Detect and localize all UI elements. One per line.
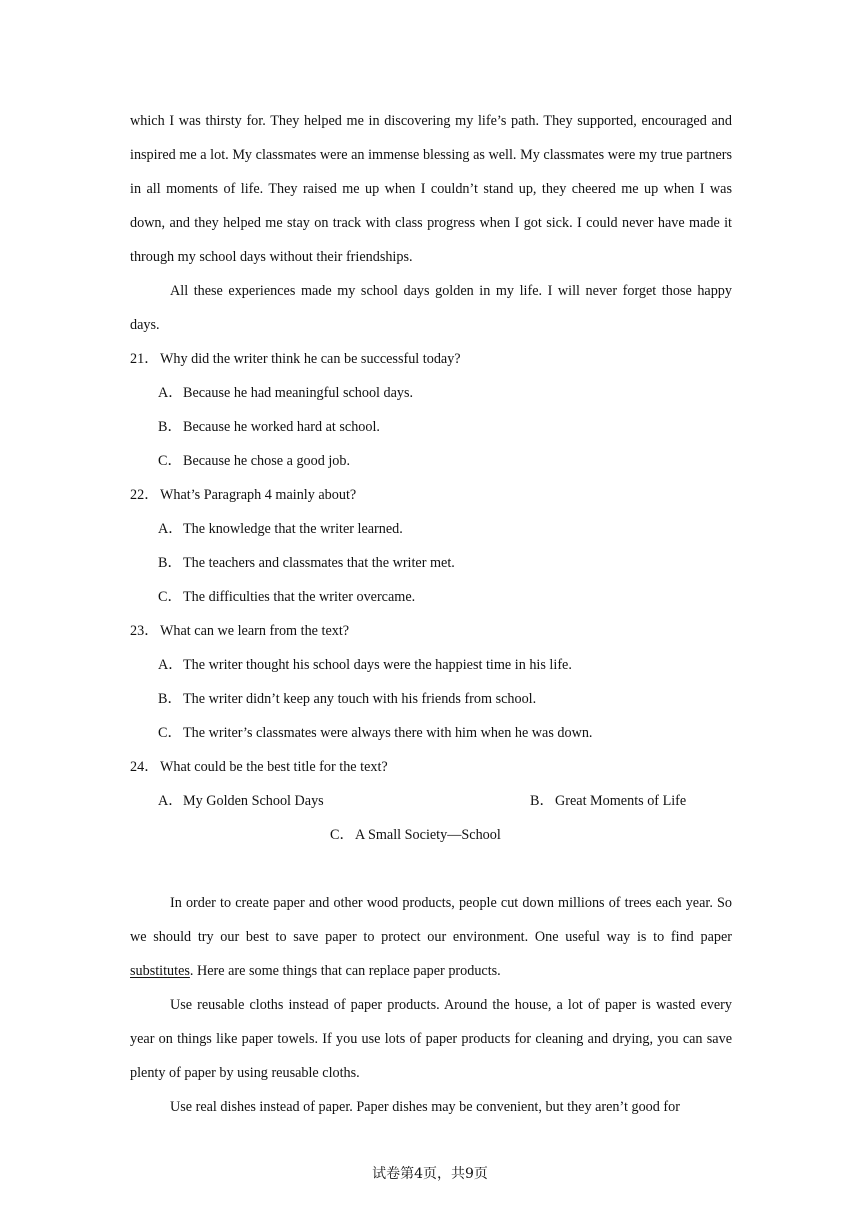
option-23-c[interactable] (130, 716, 732, 750)
option-21-c[interactable] (130, 444, 732, 478)
option-text: Because he chose a good job. (183, 453, 351, 469)
question-number: 22． (130, 487, 159, 503)
option-text: The difficulties that the writer overcame. (183, 589, 416, 605)
option-letter: A． (158, 657, 183, 673)
passage-conclusion: All these experiences made my school days golden in my life. I will never forget those happy days. (130, 283, 732, 333)
question-21 (130, 342, 732, 376)
passage2-paragraph-3: Use real dishes instead of paper. Paper dishes may be convenient, but they aren’t good for (170, 1099, 680, 1115)
passage2-paragraph-1 (130, 886, 732, 988)
option-24-a[interactable] (158, 784, 324, 818)
passage-paragraph: which I was thirsty for. They helped me in discovering my life’s path. They supported, encouraged and inspired me a lot. My classmates were an immense blessing as well. My classmates were my true partners in all moments of life. They raised me up when I couldn’t stand up, they cheered me up when I was down, and they helped me stay on track with class progress when I got sick. I could never have made it through my school days without their friendships. (130, 113, 732, 265)
option-letter: A． (158, 793, 183, 809)
option-22-b[interactable] (130, 546, 732, 580)
question-text: What could be the best title for the text? (160, 759, 388, 775)
page-footer: 试卷第4页，共9页 (372, 1166, 488, 1182)
question-number: 24． (130, 759, 159, 775)
options-row-24-c (130, 818, 732, 852)
option-text: My Golden School Days (183, 793, 324, 809)
question-text: What’s Paragraph 4 mainly about? (160, 487, 357, 503)
question-text: Why did the writer think he can be successful today? (160, 351, 461, 367)
option-letter: A． (158, 521, 183, 537)
option-letter: A． (158, 385, 183, 401)
passage2-text: . Here are some things that can replace paper products. (189, 963, 501, 979)
exam-page (130, 104, 732, 1124)
option-text: The knowledge that the writer learned. (183, 521, 403, 537)
option-text: A Small Society—School (355, 827, 501, 843)
option-letter: B． (158, 691, 182, 707)
question-22 (130, 478, 732, 512)
question-24 (130, 750, 732, 784)
option-22-a[interactable] (130, 512, 732, 546)
options-row-24-ab (130, 784, 732, 818)
option-21-b[interactable] (130, 410, 732, 444)
question-number: 23． (130, 623, 159, 639)
section-spacer (130, 852, 732, 886)
passage2-text: In order to create paper and other wood products, people cut down millions of trees each year. So we should try our best to save paper to protect our environment. One useful way is to find paper (130, 895, 732, 945)
option-text: The writer didn’t keep any touch with his friends from school. (183, 691, 537, 707)
option-text: The writer thought his school days were the happiest time in his life. (183, 657, 572, 673)
option-24-b[interactable] (530, 784, 686, 818)
option-letter: B． (530, 793, 554, 809)
option-22-c[interactable] (130, 580, 732, 614)
option-23-a[interactable] (130, 648, 732, 682)
option-23-b[interactable] (130, 682, 732, 716)
option-letter: C． (158, 725, 182, 741)
option-text: Because he worked hard at school. (183, 419, 380, 435)
question-text: What can we learn from the text? (160, 623, 350, 639)
option-letter: B． (158, 419, 182, 435)
option-letter: C． (330, 827, 354, 843)
option-letter: B． (158, 555, 182, 571)
passage2-paragraph-2: Use reusable cloths instead of paper products. Around the house, a lot of paper is wasted every year on things like paper towels. If you use lots of paper products for cleaning and drying, you can save plenty of paper by using reusable cloths. (130, 997, 732, 1081)
option-letter: C． (158, 453, 182, 469)
question-23 (130, 614, 732, 648)
question-number: 21． (130, 351, 159, 367)
option-letter: C． (158, 589, 182, 605)
underlined-word: substitutes (130, 963, 190, 979)
option-text: Great Moments of Life (555, 793, 687, 809)
option-24-c[interactable] (330, 818, 501, 852)
option-21-a[interactable] (130, 376, 732, 410)
option-text: Because he had meaningful school days. (183, 385, 414, 401)
option-text: The writer’s classmates were always there with him when he was down. (183, 725, 593, 741)
option-text: The teachers and classmates that the writer met. (183, 555, 455, 571)
